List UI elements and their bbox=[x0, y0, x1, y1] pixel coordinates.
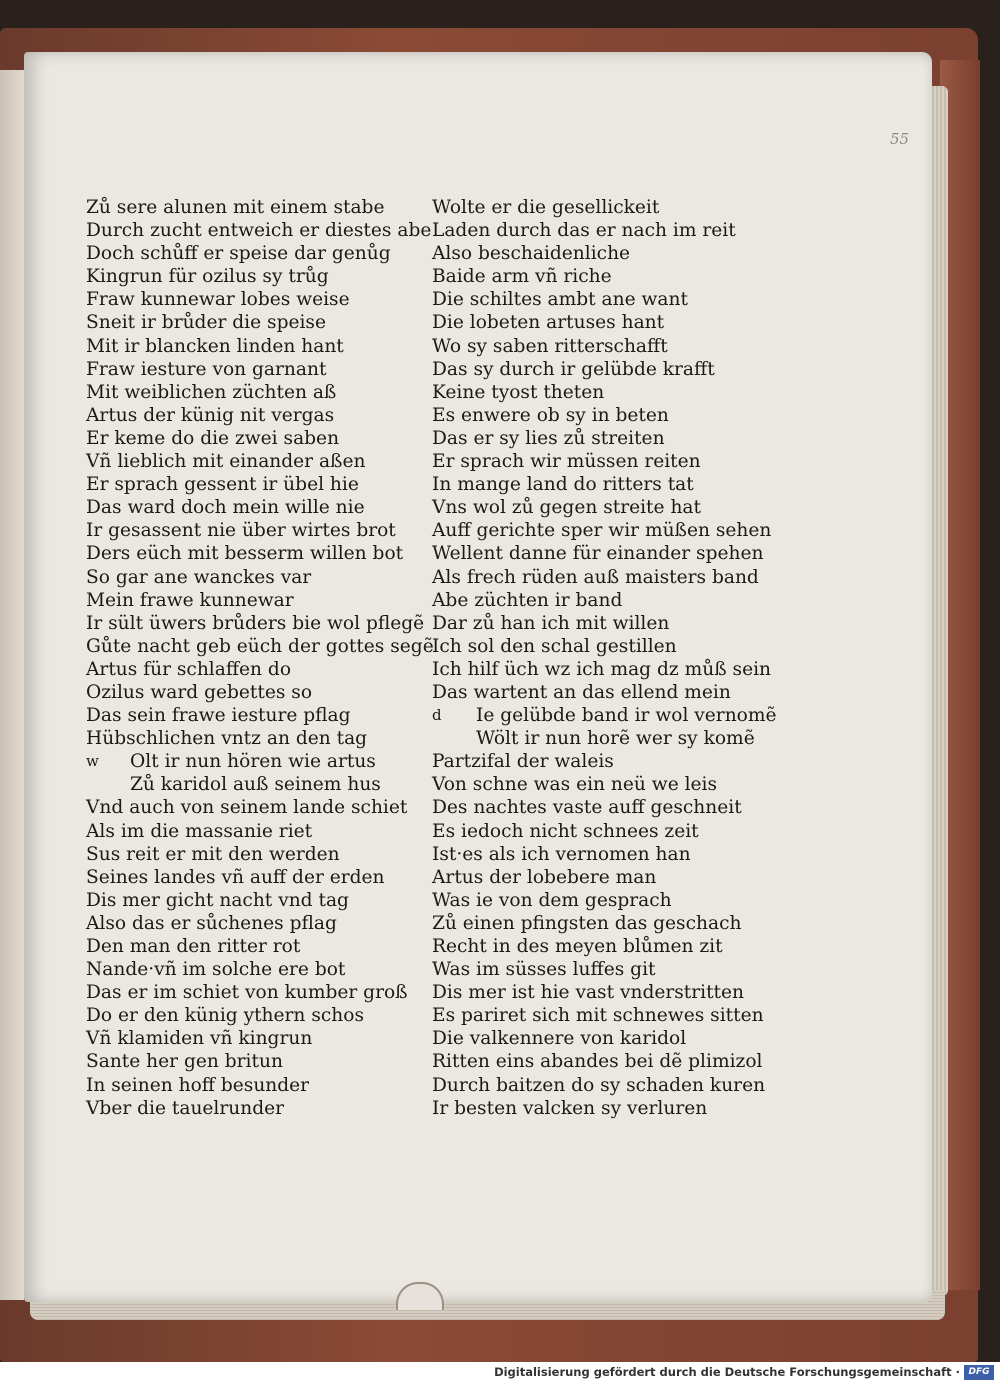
verse-line bbox=[86, 265, 434, 288]
verse-text: Er keme do die zwei saben bbox=[86, 427, 340, 449]
verse-text: Nande·vñ im solche ere bot bbox=[86, 959, 346, 981]
verse-line bbox=[432, 196, 777, 219]
verse-text: Fraw iesture von garnant bbox=[86, 358, 327, 380]
verse-text: Das ward doch mein wille nie bbox=[86, 497, 365, 519]
verse-line bbox=[86, 288, 434, 311]
verse-text: Durch zucht entweich er diestes abe bbox=[86, 220, 432, 242]
verse-text: Ist·es als ich vernomen han bbox=[432, 843, 691, 865]
verse-text: Artus für schlaffen do bbox=[86, 658, 292, 680]
verse-text: Ie gelübde band ir wol vernomẽ bbox=[476, 705, 777, 727]
verse-text: Doch schůff er speise dar genůg bbox=[86, 243, 391, 265]
verse-text: Er sprach gessent ir übel hie bbox=[86, 474, 359, 496]
facing-page-edge bbox=[0, 70, 24, 1300]
verse-text: Durch baitzen do sy schaden kuren bbox=[432, 1074, 766, 1096]
verse-line bbox=[432, 935, 777, 958]
verse-line bbox=[86, 450, 434, 473]
verse-text: Sneit ir brůder die speise bbox=[86, 312, 326, 334]
verse-text: Zů karidol auß seinem hus bbox=[130, 774, 381, 796]
verse-line bbox=[86, 381, 434, 404]
verse-line bbox=[432, 658, 777, 681]
verse-line bbox=[432, 566, 777, 589]
verse-text: Die schiltes ambt ane want bbox=[432, 289, 688, 311]
verse-line bbox=[86, 866, 434, 889]
verse-line bbox=[432, 427, 777, 450]
verse-text: Zů einen pfingsten das geschach bbox=[432, 912, 742, 934]
verse-line bbox=[432, 704, 777, 727]
verse-text: In seinen hoff besunder bbox=[86, 1074, 310, 1096]
verse-text: Vns wol zů gegen streite hat bbox=[432, 497, 701, 519]
verse-line bbox=[432, 404, 777, 427]
verse-line bbox=[86, 404, 434, 427]
verse-text: Keine tyost theten bbox=[432, 381, 605, 403]
verse-text: Er sprach wir müssen reiten bbox=[432, 451, 701, 473]
dfg-logo-icon: DFG bbox=[964, 1365, 994, 1380]
verse-line bbox=[86, 1050, 434, 1073]
guide-letter: w bbox=[86, 752, 99, 771]
verse-text: Das wartent an das ellend mein bbox=[432, 681, 731, 703]
verse-line bbox=[86, 681, 434, 704]
verse-text: Ozilus ward gebettes so bbox=[86, 681, 313, 703]
verse-text: Was ie von dem gesprach bbox=[432, 889, 672, 911]
verse-line bbox=[432, 288, 777, 311]
verse-line bbox=[86, 1004, 434, 1027]
verse-line bbox=[86, 311, 434, 334]
verse-text: Ir besten valcken sy verluren bbox=[432, 1097, 708, 1119]
verse-text: Mit ir blancken linden hant bbox=[86, 335, 344, 357]
verse-text: Partzifal der waleis bbox=[432, 751, 614, 773]
verse-text: Die lobeten artuses hant bbox=[432, 312, 665, 334]
verse-line bbox=[86, 935, 434, 958]
verse-text: Den man den ritter rot bbox=[86, 936, 301, 957]
verse-line bbox=[432, 473, 777, 496]
verse-text: Das sein frawe iesture pflag bbox=[86, 705, 351, 727]
verse-text: So gar ane wanckes var bbox=[86, 566, 312, 588]
verse-text: Mit weiblichen züchten aß bbox=[86, 381, 337, 403]
verse-text: Wölt ir nun horẽ wer sy komẽ bbox=[476, 728, 755, 750]
verse-line bbox=[86, 612, 434, 635]
verse-line bbox=[86, 704, 434, 727]
verse-line bbox=[432, 958, 777, 981]
verse-text: Die valkennere von karidol bbox=[432, 1028, 687, 1050]
verse-line bbox=[86, 358, 434, 381]
verse-line bbox=[432, 589, 777, 612]
verse-line bbox=[432, 889, 777, 912]
verse-text: Artus der künig nit vergas bbox=[86, 404, 335, 426]
verse-text: Sante her gen britun bbox=[86, 1051, 283, 1073]
verse-text: Also das er sůchenes pflag bbox=[86, 912, 337, 934]
verse-text: Was im süsses luffes git bbox=[432, 959, 656, 981]
verse-line bbox=[86, 1027, 434, 1050]
verse-text: Artus der lobebere man bbox=[432, 866, 657, 888]
verse-line bbox=[86, 1074, 434, 1097]
verse-line bbox=[86, 335, 434, 358]
verse-text: Es iedoch nicht schnees zeit bbox=[432, 820, 699, 842]
verse-line bbox=[86, 242, 434, 265]
verse-line bbox=[86, 542, 434, 565]
funding-credit: Digitalisierung gefördert durch die Deutsche Forschungsgemeinschaft · bbox=[494, 1365, 960, 1379]
verse-text: Vñ klamiden vñ kingrun bbox=[86, 1028, 313, 1050]
folio-number: 55 bbox=[890, 130, 910, 148]
verse-line bbox=[86, 566, 434, 589]
verse-text: Als im die massanie riet bbox=[86, 820, 313, 842]
verse-text: Vber die tauelrunder bbox=[86, 1097, 285, 1119]
verse-line bbox=[86, 773, 434, 796]
verse-line bbox=[432, 496, 777, 519]
guide-letter: d bbox=[432, 706, 442, 725]
verse-text: Seines landes vñ auff der erden bbox=[86, 866, 385, 888]
verse-text: Hübschlichen vntz an den tag bbox=[86, 728, 368, 750]
verse-line bbox=[432, 796, 777, 819]
verse-line bbox=[86, 843, 434, 866]
verse-line bbox=[432, 635, 777, 658]
verse-line bbox=[86, 912, 434, 935]
verse-text: Laden durch das er nach im reit bbox=[432, 220, 736, 242]
verse-line bbox=[86, 219, 434, 242]
verse-text: Vnd auch von seinem lande schiet bbox=[86, 797, 408, 819]
verse-text: Auff gerichte sper wir müßen sehen bbox=[432, 520, 772, 542]
verse-text: Wo sy saben ritterschafft bbox=[432, 335, 668, 357]
verse-line bbox=[86, 658, 434, 681]
verse-line bbox=[86, 796, 434, 819]
verse-text: Ders eüch mit besserm willen bot bbox=[86, 543, 404, 565]
verse-line bbox=[86, 496, 434, 519]
verse-line bbox=[432, 750, 777, 773]
verse-text: Dar zů han ich mit willen bbox=[432, 612, 670, 634]
verse-text: Das er sy lies zů streiten bbox=[432, 427, 665, 449]
verse-line bbox=[432, 519, 777, 542]
verse-line bbox=[432, 265, 777, 288]
verse-line bbox=[86, 473, 434, 496]
verse-line bbox=[432, 1004, 777, 1027]
verse-line bbox=[432, 450, 777, 473]
verse-line bbox=[432, 912, 777, 935]
verse-text: Kingrun für ozilus sy trůg bbox=[86, 266, 329, 288]
verse-line bbox=[86, 750, 434, 773]
verse-line bbox=[86, 196, 434, 219]
verse-line bbox=[432, 981, 777, 1004]
verse-text: Sus reit er mit den werden bbox=[86, 843, 340, 865]
verse-line bbox=[86, 889, 434, 912]
verse-text: Recht in des meyen blůmen zit bbox=[432, 936, 723, 957]
verse-line bbox=[432, 1074, 777, 1097]
verse-text: Das er im schiet von kumber groß bbox=[86, 982, 408, 1004]
verse-text: Ir gesassent nie über wirtes brot bbox=[86, 520, 396, 542]
verse-text: Fraw kunnewar lobes weise bbox=[86, 289, 350, 311]
verse-line bbox=[86, 1097, 434, 1120]
verse-line bbox=[432, 866, 777, 889]
verse-text: Von schne was ein neü we leis bbox=[432, 774, 718, 796]
verse-line bbox=[86, 519, 434, 542]
verse-text: Also beschaidenliche bbox=[432, 243, 631, 265]
footer-bar bbox=[0, 1362, 1000, 1385]
verse-text: Abe züchten ir band bbox=[432, 589, 623, 611]
verse-text: Das sy durch ir gelübde krafft bbox=[432, 358, 715, 380]
verse-text: Wolte er die gesellickeit bbox=[432, 197, 660, 218]
verse-text: Es enwere ob sy in beten bbox=[432, 404, 669, 426]
verse-text: Es pariret sich mit schnewes sitten bbox=[432, 1005, 764, 1027]
verse-line bbox=[432, 1097, 777, 1120]
verse-line bbox=[86, 958, 434, 981]
verse-line bbox=[86, 589, 434, 612]
verse-line bbox=[432, 358, 777, 381]
verse-text: Vñ lieblich mit einander aßen bbox=[86, 451, 366, 473]
verse-line bbox=[432, 542, 777, 565]
verse-line bbox=[432, 381, 777, 404]
verse-line bbox=[432, 219, 777, 242]
verse-text: Zů sere alunen mit einem stabe bbox=[86, 197, 385, 218]
verse-text: Des nachtes vaste auff geschneit bbox=[432, 797, 742, 819]
verse-text: Mein frawe kunnewar bbox=[86, 589, 294, 611]
verse-line bbox=[432, 820, 777, 843]
verse-text: Gůte nacht geb eüch der gottes segẽ bbox=[86, 635, 434, 657]
verse-line bbox=[432, 612, 777, 635]
verse-text: Ich hilf üch wz ich mag dz můß sein bbox=[432, 658, 771, 680]
verse-line bbox=[432, 1027, 777, 1050]
verse-line bbox=[86, 635, 434, 658]
verse-line bbox=[432, 727, 777, 750]
verse-line bbox=[86, 427, 434, 450]
verse-text: Ich sol den schal gestillen bbox=[432, 635, 677, 657]
verse-line bbox=[432, 843, 777, 866]
verse-line bbox=[432, 681, 777, 704]
verse-line bbox=[432, 1050, 777, 1073]
verse-text: Dis mer ist hie vast vnderstritten bbox=[432, 982, 745, 1004]
verse-line bbox=[86, 727, 434, 750]
left-text-column bbox=[86, 196, 434, 1120]
verse-text: Wellent danne für einander spehen bbox=[432, 543, 764, 565]
verse-line bbox=[86, 981, 434, 1004]
verse-line bbox=[432, 335, 777, 358]
verse-text: Ritten eins abandes bei dẽ plimizol bbox=[432, 1051, 763, 1073]
verse-line bbox=[432, 773, 777, 796]
verse-line bbox=[432, 311, 777, 334]
verse-text: Olt ir nun hören wie artus bbox=[130, 751, 376, 773]
verse-line bbox=[432, 242, 777, 265]
verse-text: In mange land do ritters tat bbox=[432, 474, 694, 496]
verse-text: Baide arm vñ riche bbox=[432, 266, 612, 288]
verse-text: Do er den künig ythern schos bbox=[86, 1005, 364, 1027]
verse-text: Ir sült üwers brůders bie wol pflegẽ bbox=[86, 612, 425, 634]
verse-text: Dis mer gicht nacht vnd tag bbox=[86, 889, 349, 911]
verse-line bbox=[86, 820, 434, 843]
right-text-column bbox=[432, 196, 777, 1120]
verse-text: Als frech rüden auß maisters band bbox=[432, 566, 759, 588]
